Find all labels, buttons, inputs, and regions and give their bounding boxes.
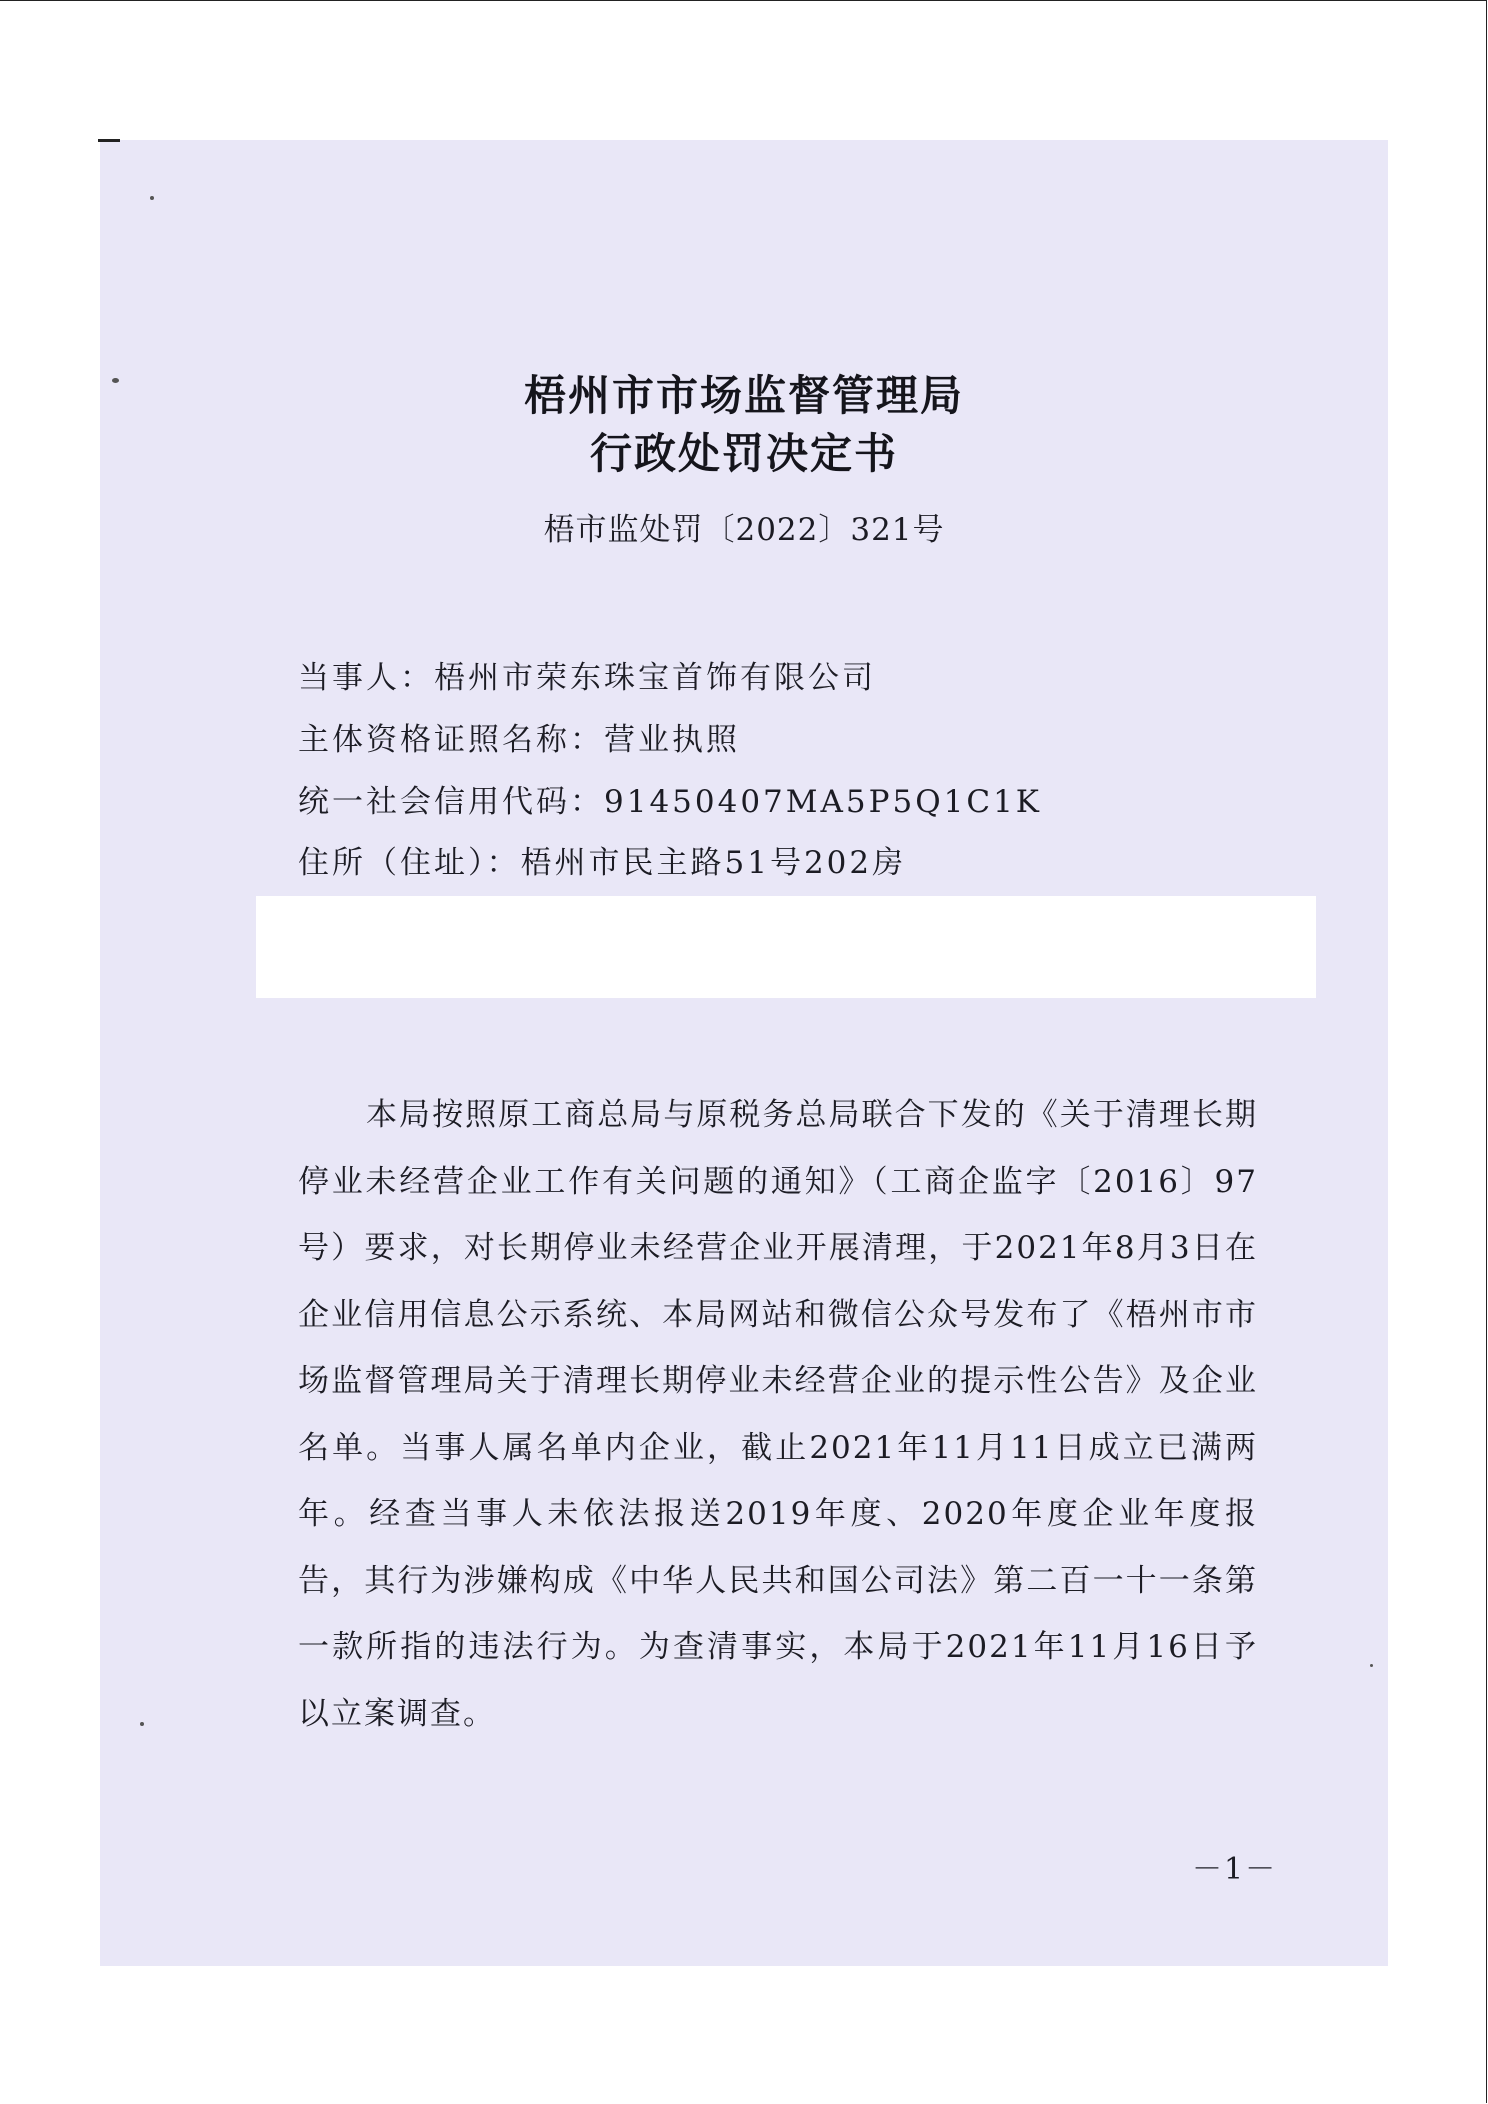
credit-code: 统一社会信用代码：91450407MA5P5Q1C1K — [298, 784, 1042, 820]
scan-speck — [150, 196, 154, 200]
redaction-block — [256, 896, 1316, 998]
party-address: 住所（住址）：梧州市民主路51号202房 — [298, 845, 907, 881]
page-number: －1－ — [1192, 1852, 1278, 1887]
body-paragraph: 本局按照原工商总局与原税务总局联合下发的《关于清理长期停业未经营企业工作有关问题的通知》（工商企监字〔2016〕97号）要求，对长期停业未经营企业开展清理，于2021年8月3日在企业信用信息公示系统、本局网站和微信公众号发布了《梧州市市场监督管理局关于清理长期停业未经营企业的提示性公告》及企业名单。当事人属名单内企业，截止2021年11月11日成立已满两年。经查当事人未依法报送2019年度、2020年度企业年度报告，其行为涉嫌构成《中华人民共和国公司法》第二百一十一条第一款所指的违法行为。为查清事实，本局于2021年11月16日予以立案调查。 — [298, 1097, 1258, 1732]
scan-speck — [1370, 1664, 1373, 1667]
document-number: 梧市监处罚〔2022〕321号 — [543, 512, 945, 548]
license-type: 主体资格证照名称：营业执照 — [298, 722, 740, 758]
party-name: 当事人：梧州市荣东珠宝首饰有限公司 — [298, 660, 876, 696]
document-title-type: 行政处罚决定书 — [589, 429, 898, 478]
scan-edge-mark — [98, 139, 120, 142]
document-title-agency: 梧州市市场监督管理局 — [523, 371, 964, 420]
scan-speck — [140, 1722, 144, 1726]
